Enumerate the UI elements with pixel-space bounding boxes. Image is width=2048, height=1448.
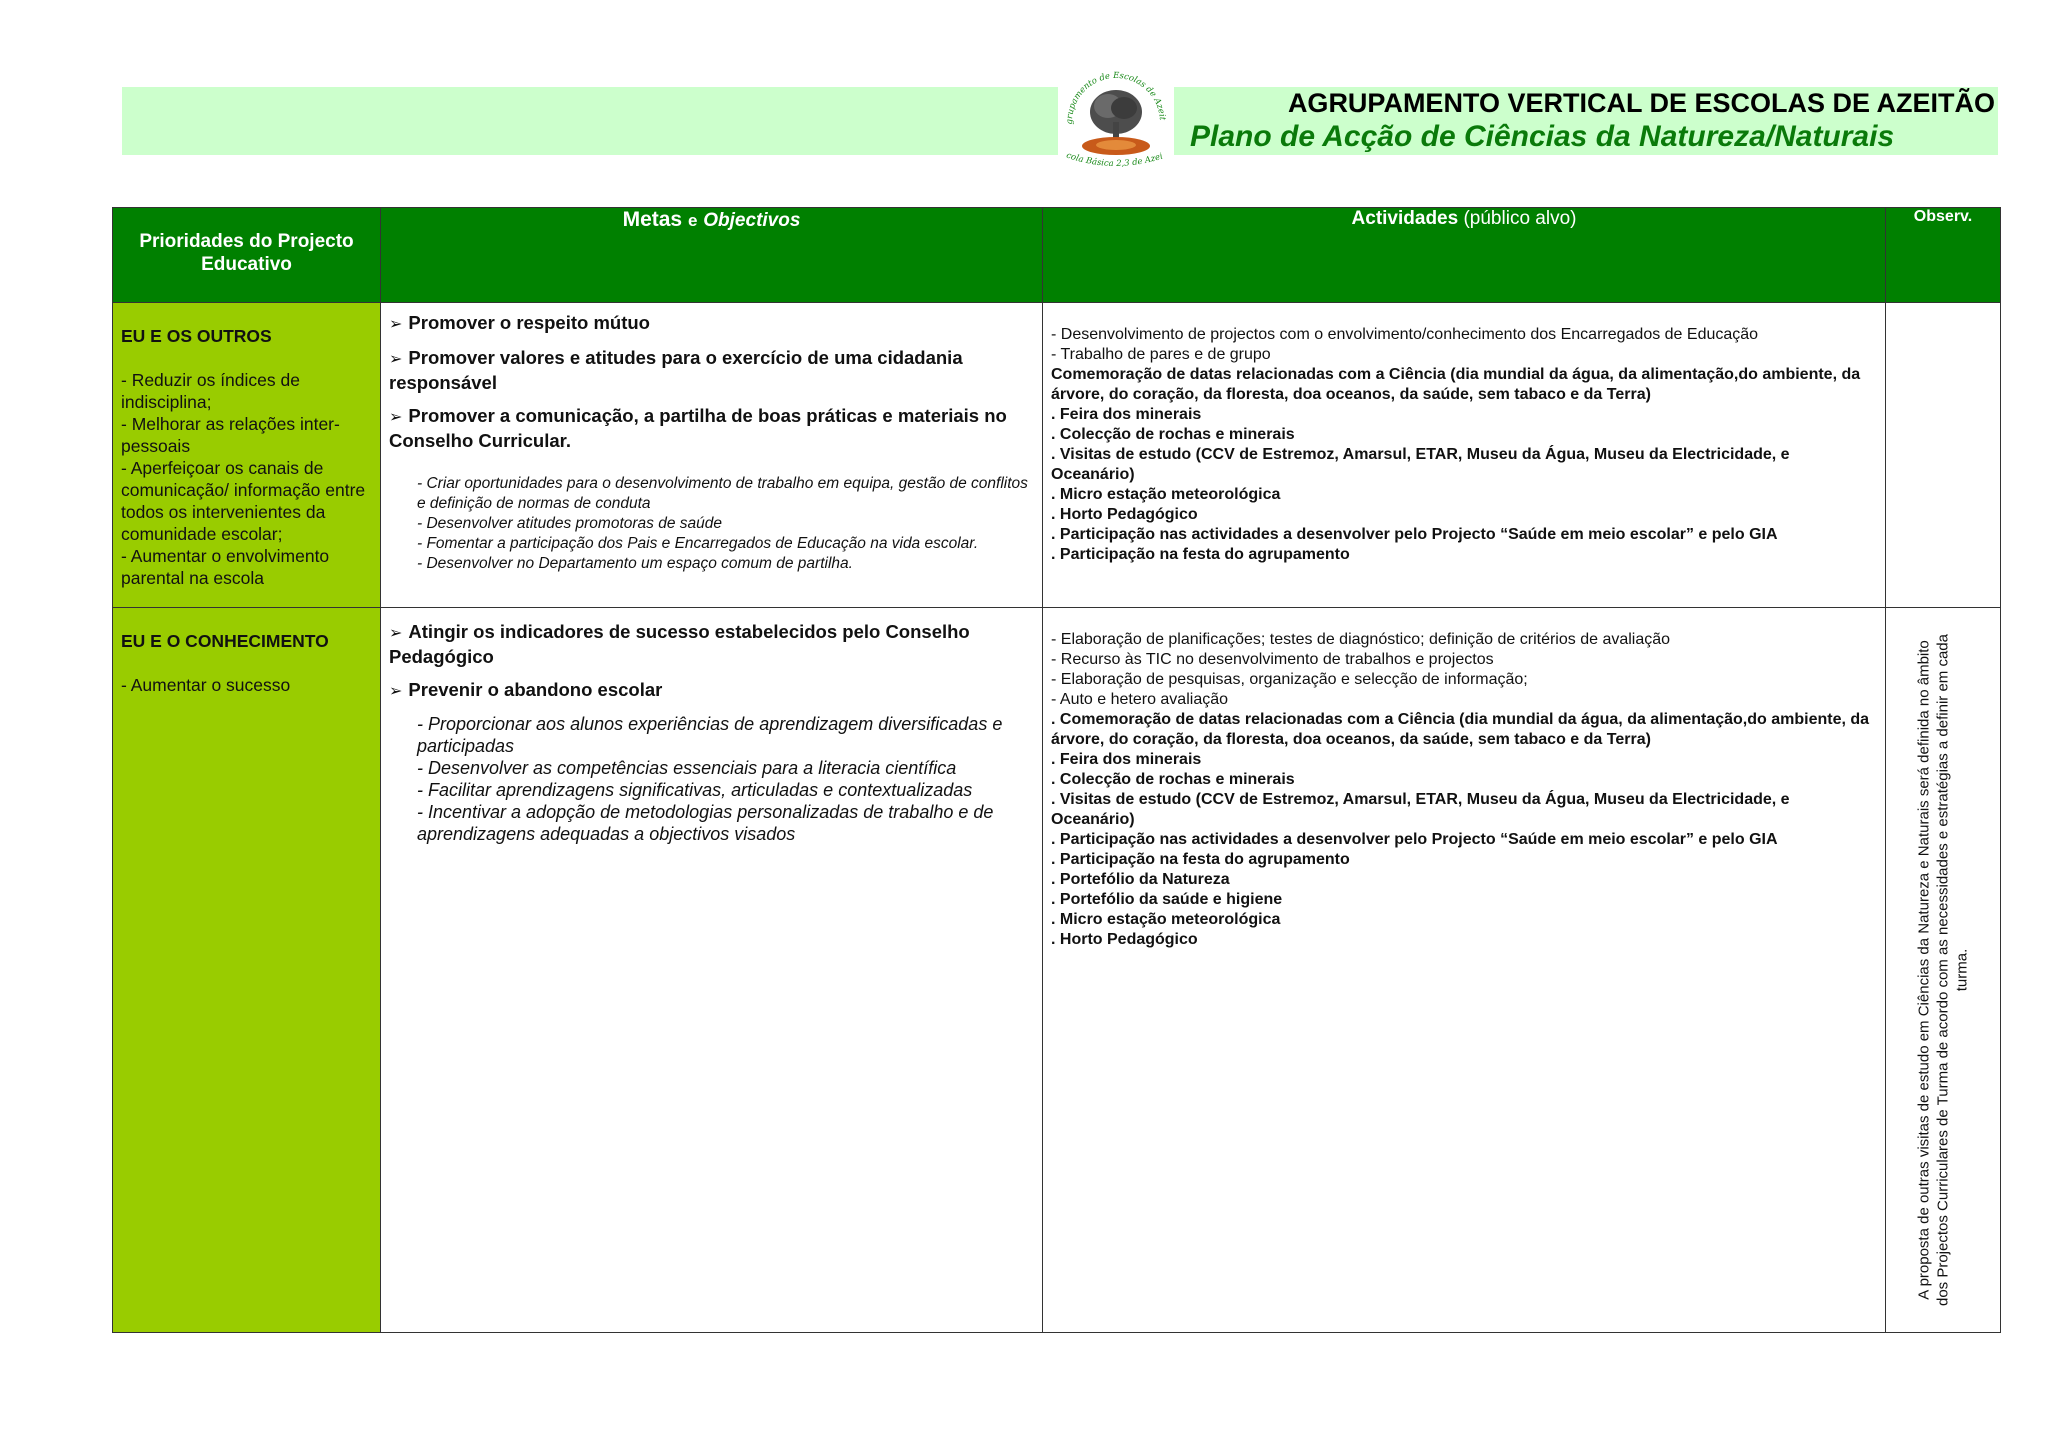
header-objectivos: Objectivos bbox=[703, 210, 801, 231]
actividade-item: . Portefólio da Natureza bbox=[1051, 871, 1230, 888]
arrow-bullet-icon: ➢ bbox=[389, 351, 403, 368]
actividade-item: . Feira dos minerais bbox=[1051, 751, 1202, 768]
actividade-item: . Participação nas actividades a desenvolver pelo Projecto “Saúde em meio escolar” e pelo GIA bbox=[1051, 831, 1778, 848]
prioridade-item: - Aperfeiçoar os canais de comunicação/ informação entre todos os intervenientes da comunidade escolar; bbox=[121, 458, 366, 544]
arrow-bullet-icon: ➢ bbox=[389, 409, 403, 426]
observ-cell bbox=[1886, 608, 2001, 1333]
actividade-item: . Micro estação meteorológica bbox=[1051, 911, 1281, 928]
school-logo bbox=[1058, 62, 1174, 180]
objectivo-item: - Desenvolver atitudes promotoras de saúde bbox=[417, 515, 722, 532]
meta-text: Promover valores e atitudes para o exercício de uma cidadania responsável bbox=[389, 347, 963, 393]
objectivo-item: - Incentivar a adopção de metodologias personalizadas de trabalho e de aprendizagens adequadas a objectivos visados bbox=[417, 802, 994, 844]
actividade-item: . Feira dos minerais bbox=[1051, 406, 1202, 423]
logo-bottom-text: cola Básica 2,3 de Azei bbox=[1064, 150, 1165, 170]
meta-item bbox=[389, 311, 1034, 336]
objectivo-item: - Proporcionar aos alunos experiências de aprendizagem diversificadas e participadas bbox=[417, 714, 1003, 756]
meta-text: Promover a comunicação, a partilha de boas práticas e materiais no Conselho Curricular. bbox=[389, 405, 1007, 451]
prioridade-title: EU E OS OUTROS bbox=[121, 326, 272, 346]
actividade-item: Comemoração de datas relacionadas com a Ciência (dia mundial da água, da alimentação,do ambiente, da árvore, do coração, da floresta, doa oceanos, da saúde, sem tabaco e da Terra) bbox=[1051, 366, 1861, 403]
header-prioridades: Prioridades do Projecto Educativo bbox=[113, 208, 381, 303]
observ-cell bbox=[1886, 303, 2001, 608]
prioridade-item: - Aumentar o sucesso bbox=[121, 675, 291, 695]
meta-text: Promover o respeito mútuo bbox=[408, 312, 650, 333]
actividade-item: - Elaboração de pesquisas, organização e selecção de informação; bbox=[1051, 671, 1528, 688]
header-actividades: Actividades bbox=[1351, 208, 1459, 229]
objectivo-item: - Desenvolver as competências essenciais para a literacia científica bbox=[417, 758, 957, 778]
prioridade-item: - Melhorar as relações inter-pessoais bbox=[121, 414, 340, 456]
objectivos-list bbox=[417, 474, 1034, 574]
actividades-cell bbox=[1043, 608, 1886, 1333]
actividade-item: . Visitas de estudo (CCV de Estremoz, Amarsul, ETAR, Museu da Água, Museu da Electricidade, e Oceanário) bbox=[1051, 446, 1790, 483]
actividade-item: - Recurso às TIC no desenvolvimento de trabalhos e projectos bbox=[1051, 651, 1494, 668]
logo-top-text: grupamento de Escolas de Azeit bbox=[1064, 70, 1167, 125]
meta-text: Prevenir o abandono escolar bbox=[408, 679, 663, 700]
arrow-bullet-icon: ➢ bbox=[389, 316, 403, 333]
meta-item bbox=[389, 678, 1034, 703]
actividades-cell bbox=[1043, 303, 1886, 608]
action-plan-table bbox=[112, 207, 2001, 1333]
header-publico-alvo: (público alvo) bbox=[1463, 208, 1577, 229]
objectivo-item: - Desenvolver no Departamento um espaço comum de partilha. bbox=[417, 555, 853, 572]
metas-cell bbox=[381, 608, 1043, 1333]
prioridade-item: - Reduzir os índices de indisciplina; bbox=[121, 370, 300, 412]
school-name: AGRUPAMENTO VERTICAL DE ESCOLAS DE AZEITÃO bbox=[1287, 88, 1995, 118]
table-header-row bbox=[113, 208, 2001, 303]
observ-note: A proposta de outras visitas de estudo em Ciências da Natureza e Naturais será definida no âmbito dos Projectos Curriculares de Turma de acordo com as necessidades e estratégias a definir em cada turma. bbox=[1915, 634, 1971, 1307]
meta-text: Atingir os indicadores de sucesso estabelecidos pelo Conselho Pedagógico bbox=[389, 621, 970, 667]
actividade-item: - Elaboração de planificações; testes de diagnóstico; definição de critérios de avaliação bbox=[1051, 631, 1671, 648]
metas-cell bbox=[381, 303, 1043, 608]
objectivo-item: - Criar oportunidades para o desenvolvimento de trabalho em equipa, gestão de conflitos e definição de normas de conduta bbox=[417, 475, 1028, 512]
prioridade-title: EU E O CONHECIMENTO bbox=[121, 631, 329, 651]
objectivo-item: - Facilitar aprendizagens significativas, articuladas e contextualizadas bbox=[417, 780, 973, 800]
header-actividades-cell bbox=[1043, 208, 1886, 303]
actividade-item: . Colecção de rochas e minerais bbox=[1051, 426, 1295, 443]
actividade-item: . Visitas de estudo (CCV de Estremoz, Amarsul, ETAR, Museu da Água, Museu da Electricidade, e Oceanário) bbox=[1051, 791, 1790, 828]
actividade-item: . Horto Pedagógico bbox=[1051, 931, 1198, 948]
meta-item bbox=[389, 620, 1034, 668]
arrow-bullet-icon: ➢ bbox=[389, 625, 403, 642]
actividade-item: . Portefólio da saúde e higiene bbox=[1051, 891, 1283, 908]
table-row bbox=[113, 303, 2001, 608]
meta-item bbox=[389, 346, 1034, 394]
arrow-bullet-icon: ➢ bbox=[389, 683, 403, 700]
actividade-item: . Participação na festa do agrupamento bbox=[1051, 851, 1350, 868]
header-observ: Observ. bbox=[1886, 208, 2001, 303]
header-e: e bbox=[687, 211, 698, 230]
actividade-item: . Colecção de rochas e minerais bbox=[1051, 771, 1295, 788]
prioridades-cell bbox=[113, 303, 381, 608]
objectivos-list bbox=[417, 713, 1034, 845]
header-metas: Metas bbox=[622, 208, 683, 231]
actividade-item: - Trabalho de pares e de grupo bbox=[1051, 346, 1271, 363]
header-metas-objectivos bbox=[381, 208, 1043, 303]
prioridade-item: - Aumentar o envolvimento parental na escola bbox=[121, 546, 330, 588]
table-row bbox=[113, 608, 2001, 1333]
actividade-item: . Participação nas actividades a desenvolver pelo Projecto “Saúde em meio escolar” e pelo GIA bbox=[1051, 526, 1778, 543]
prioridades-cell bbox=[113, 608, 381, 1333]
objectivo-item: - Fomentar a participação dos Pais e Encarregados de Educação na vida escolar. bbox=[417, 535, 979, 552]
actividade-item: . Horto Pedagógico bbox=[1051, 506, 1198, 523]
meta-item bbox=[389, 404, 1034, 452]
actividade-item: - Auto e hetero avaliação bbox=[1051, 691, 1229, 708]
plan-title: Plano de Acção de Ciências da Natureza/Naturais bbox=[1190, 120, 1895, 153]
actividade-item: . Micro estação meteorológica bbox=[1051, 486, 1281, 503]
tree-logo-icon bbox=[1058, 62, 1174, 180]
actividade-item: - Desenvolvimento de projectos com o envolvimento/conhecimento dos Encarregados de Educação bbox=[1051, 326, 1759, 343]
actividade-item: . Participação na festa do agrupamento bbox=[1051, 546, 1350, 563]
actividade-item: . Comemoração de datas relacionadas com a Ciência (dia mundial da água, da alimentação,do ambiente, da árvore, do coração, da floresta, doa oceanos, da saúde, sem tabaco e da Terra) bbox=[1051, 711, 1870, 748]
